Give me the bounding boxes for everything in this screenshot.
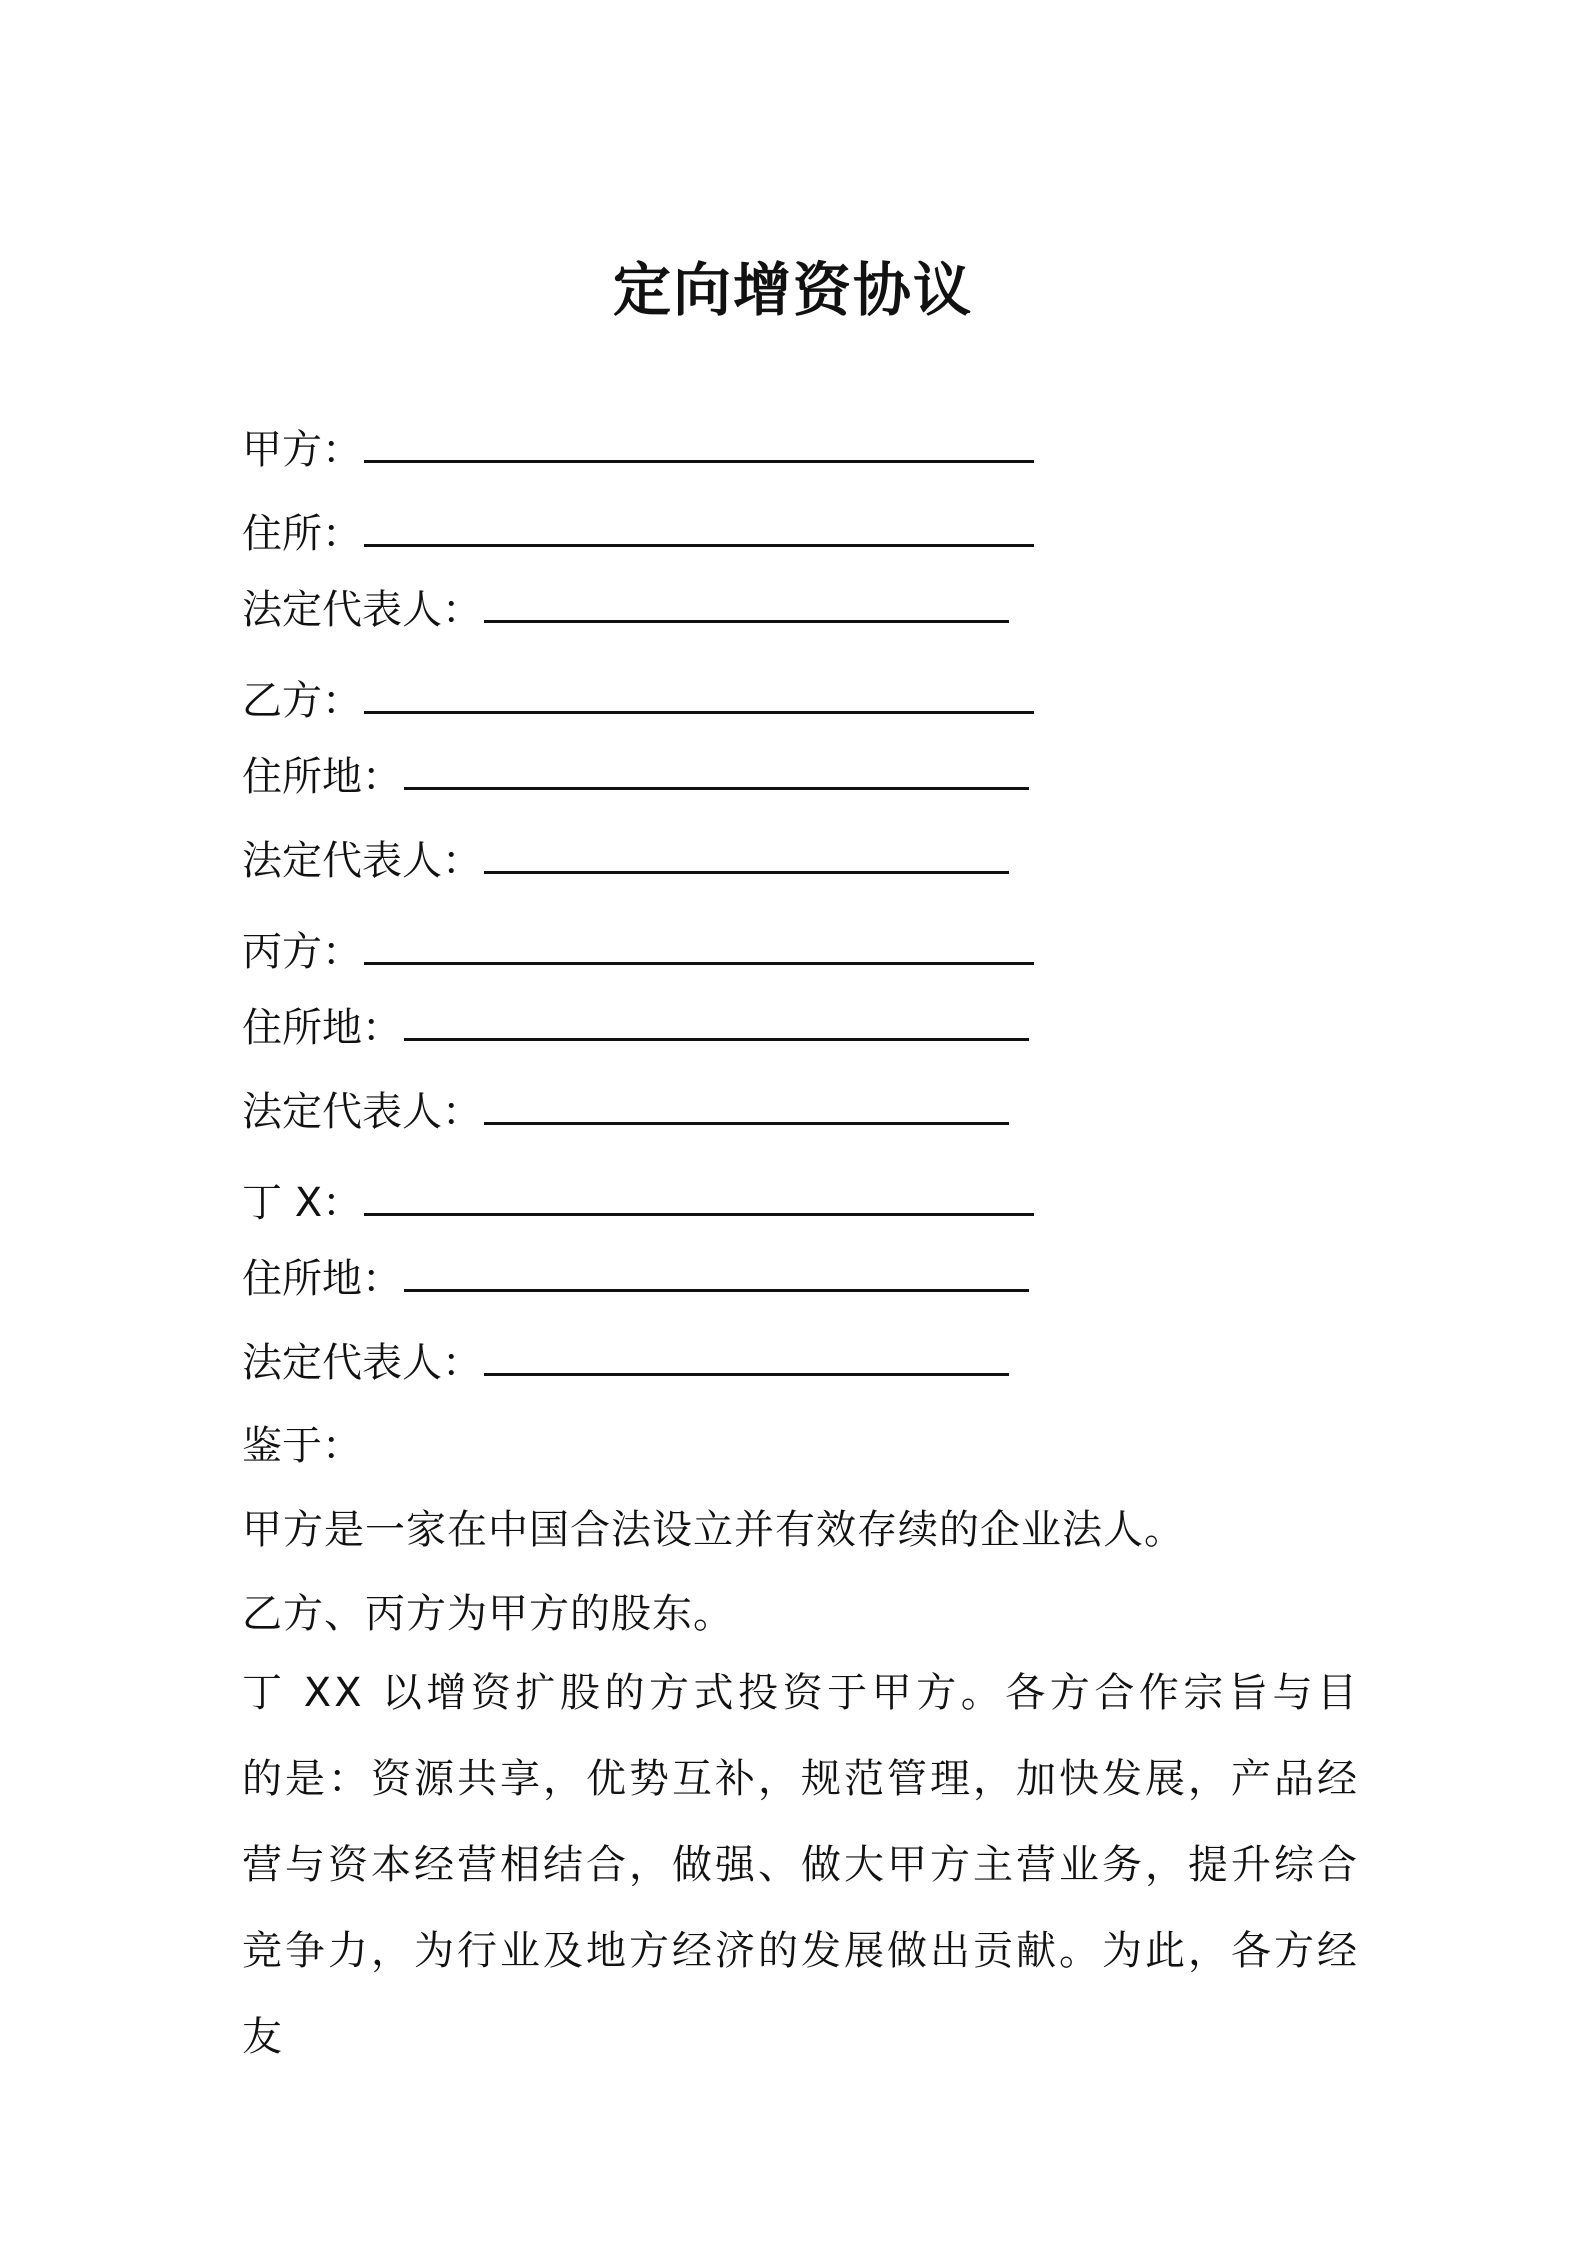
- party-b-address-row: [242, 749, 1029, 805]
- party-a-label: 甲方：: [242, 427, 362, 473]
- party-c-address-row: [242, 1000, 1029, 1056]
- recitals-heading: 鉴于：: [242, 1423, 362, 1469]
- party-c-representative-blank: [484, 1086, 1009, 1125]
- party-c-representative-label: 法定代表人：: [242, 1089, 482, 1135]
- party-d-representative-label: 法定代表人：: [242, 1340, 482, 1386]
- party-b-representative-row: [242, 833, 1009, 889]
- recital-1: 甲方是一家在中国合法设立并有效存续的企业法人。: [242, 1507, 1185, 1553]
- party-b-representative-label: 法定代表人：: [242, 838, 482, 884]
- party-c-row: [242, 924, 1034, 980]
- document-title: 定向增资协议: [612, 256, 973, 324]
- party-c-address-blank: [404, 1002, 1029, 1041]
- recital-3: 丁 XX 以增资扩股的方式投资于甲方。各方合作宗旨与目的是：资源共享，优势互补，规范管理，加快发展，产品经营与资本经营相结合，做强、做大甲方主营业务，提升综合竞争力，为行业及地方经济的发展做出贡献。为此，各方经友: [242, 1670, 1360, 2060]
- party-a-address-row: [242, 506, 1034, 562]
- party-d-address-blank: [404, 1253, 1029, 1292]
- party-d-address-label: 住所地：: [242, 1256, 402, 1302]
- party-d-representative-row: [242, 1335, 1009, 1391]
- party-c-representative-row: [242, 1084, 1009, 1140]
- party-b-representative-blank: [484, 835, 1009, 874]
- party-b-address-label: 住所地：: [242, 754, 402, 800]
- party-d-address-row: [242, 1251, 1029, 1307]
- party-a-row: [242, 422, 1034, 478]
- party-a-blank: [364, 424, 1034, 463]
- party-c-label: 丙方：: [242, 929, 362, 975]
- party-d-representative-blank: [484, 1337, 1009, 1376]
- party-a-representative-label: 法定代表人：: [242, 587, 482, 633]
- party-c-address-label: 住所地：: [242, 1005, 402, 1051]
- party-d-row: [242, 1175, 1034, 1231]
- party-b-row: [242, 673, 1034, 729]
- party-a-address-blank: [364, 508, 1034, 547]
- party-b-blank: [364, 675, 1034, 714]
- party-a-representative-row: [242, 582, 1009, 638]
- party-c-blank: [364, 926, 1034, 965]
- recital-2: 乙方、丙方为甲方的股东。: [242, 1591, 734, 1637]
- party-d-blank: [364, 1177, 1034, 1216]
- party-a-address-label: 住所：: [242, 511, 362, 557]
- party-b-label: 乙方：: [242, 678, 362, 724]
- party-d-label: 丁 X：: [242, 1180, 363, 1226]
- party-a-representative-blank: [484, 584, 1009, 623]
- party-b-address-blank: [404, 751, 1029, 790]
